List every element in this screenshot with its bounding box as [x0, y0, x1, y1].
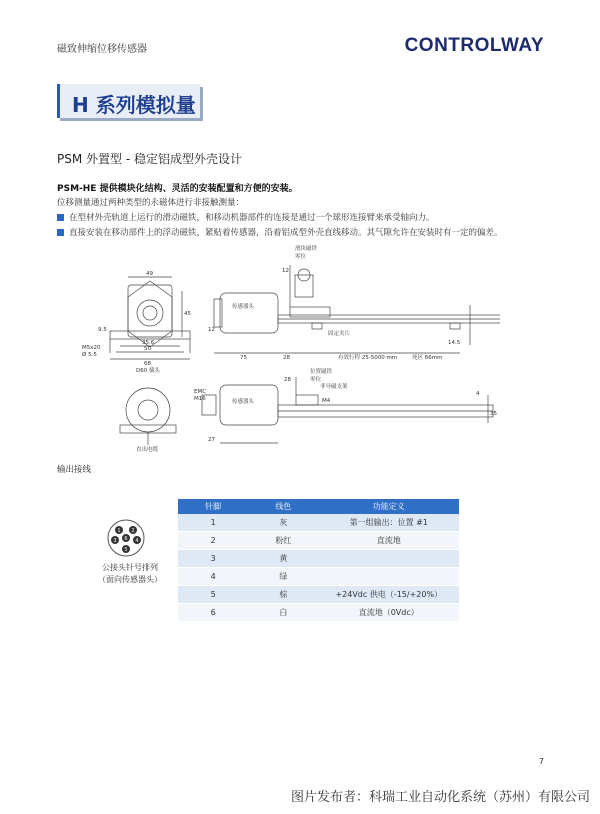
d60-label: D60 插头	[136, 368, 160, 374]
bullet-item: 直接安装在移动部件上的浮动磁铁，紧贴着传感器，沿着铝成型外壳直线移动。其气隙允许在安装时有一定的偏差。	[57, 226, 503, 238]
header-category: 磁致伸缩位移传感器	[57, 44, 147, 55]
pin-label: 2	[131, 528, 135, 534]
bullet-item: 在型材外壳轨道上运行的滑动磁铁，和移动机器部件的连接是通过一个球形连接臂来承受轴向力。	[57, 211, 435, 223]
emc-label: EMC	[194, 389, 207, 395]
dead-zone-label: 死区 66mm	[412, 355, 443, 361]
table-row: 4 绿	[178, 568, 459, 586]
phi-5-5-label: Ø 5.5	[82, 352, 97, 358]
table-row: 3 黄	[178, 550, 459, 568]
dim-35-6: 35.6	[142, 340, 155, 346]
clamp-label: 固定夹片	[328, 331, 351, 337]
section-title-box	[57, 84, 200, 118]
table-header-row	[178, 499, 459, 514]
sensor-head	[220, 293, 278, 333]
dim-45: 45	[184, 311, 191, 317]
dim-9-5: 9.5	[98, 327, 107, 333]
header-function: 功能定义	[319, 499, 460, 514]
sensor-head-2	[220, 385, 278, 425]
slide-magnet-label: 滑块磁铁	[295, 246, 318, 252]
dim-49: 49	[146, 271, 153, 277]
section-title: H 系列模拟量	[72, 93, 196, 117]
stroke-label: 有效行程 25-5000 mm	[338, 355, 398, 361]
intro-text: 位移测量通过两种类型的永磁体进行非接触测量：	[57, 198, 245, 208]
table-row: 1 灰 第一组输出：位置 #1	[178, 514, 459, 532]
zero-label-2: 零位	[310, 377, 322, 383]
dim-28b: 28	[284, 377, 291, 383]
connector-pin-diagram	[106, 518, 146, 558]
m4-label: M4	[322, 398, 331, 404]
company-logo: CONTROLWAY	[404, 35, 544, 56]
product-subtitle: PSM 外置型 - 稳定铝成型外壳设计	[57, 152, 242, 166]
dim-50: 50	[144, 346, 151, 352]
position-magnet-label: 位置磁铁	[310, 369, 333, 375]
technical-drawing	[80, 245, 500, 455]
output-wiring-label: 输出接线	[57, 465, 92, 475]
table-row: 2 粉红 直流地	[178, 532, 459, 550]
dim-27: 27	[208, 437, 215, 443]
side-view-flange	[126, 388, 170, 432]
header-color: 线色	[248, 499, 318, 514]
dim-28: 28	[283, 355, 290, 361]
header-pin: 针脚	[178, 499, 248, 514]
pin-caption: 公接头针号排列 （面向传感器头）	[98, 563, 162, 584]
lead-text: PSM-HE 提供模块化结构、灵活的安装配置和方便的安装。	[57, 184, 298, 194]
position-magnet	[296, 395, 318, 405]
flange-outline	[128, 285, 172, 337]
pin-label: 3	[113, 538, 117, 544]
pin-label: 4	[135, 538, 139, 544]
pin-table	[178, 499, 459, 622]
dim-14-5: 14.5	[448, 340, 461, 346]
zero-label: 零位	[295, 254, 307, 260]
table-row: 6 白 直流地（0Vdc）	[178, 604, 459, 622]
dim-12b: 12	[208, 327, 215, 333]
dim-75: 75	[240, 355, 247, 361]
sensor-head-label: 传感器头	[232, 304, 255, 310]
dim-4: 4	[476, 391, 480, 397]
nonguided-label: 非导磁支架	[320, 384, 348, 390]
pin-label: 5	[124, 547, 128, 553]
dim-12: 12	[282, 268, 289, 274]
connector-circle	[137, 300, 163, 326]
slide-magnet	[290, 307, 330, 317]
page-number: 7	[538, 757, 544, 766]
straight-cable-label: 直出电缆	[136, 447, 159, 453]
bullet-square-icon	[57, 229, 64, 236]
m5x20-label: M5x20	[82, 345, 101, 351]
publisher-footer: 图片发布者：科瑞工业自动化系统（苏州）有限公司	[290, 790, 590, 805]
dim-68: 68	[144, 361, 151, 367]
sensor-head-label-2: 传感器头	[232, 399, 255, 405]
pin-label: 1	[117, 528, 121, 534]
dim-35: 35	[490, 411, 497, 417]
pin-label: 6	[124, 536, 128, 542]
table-row: 5 棕 +24Vdc 供电（-15/+20%）	[178, 586, 459, 604]
bullet-square-icon	[57, 214, 64, 221]
m16-label: M16	[194, 396, 206, 402]
